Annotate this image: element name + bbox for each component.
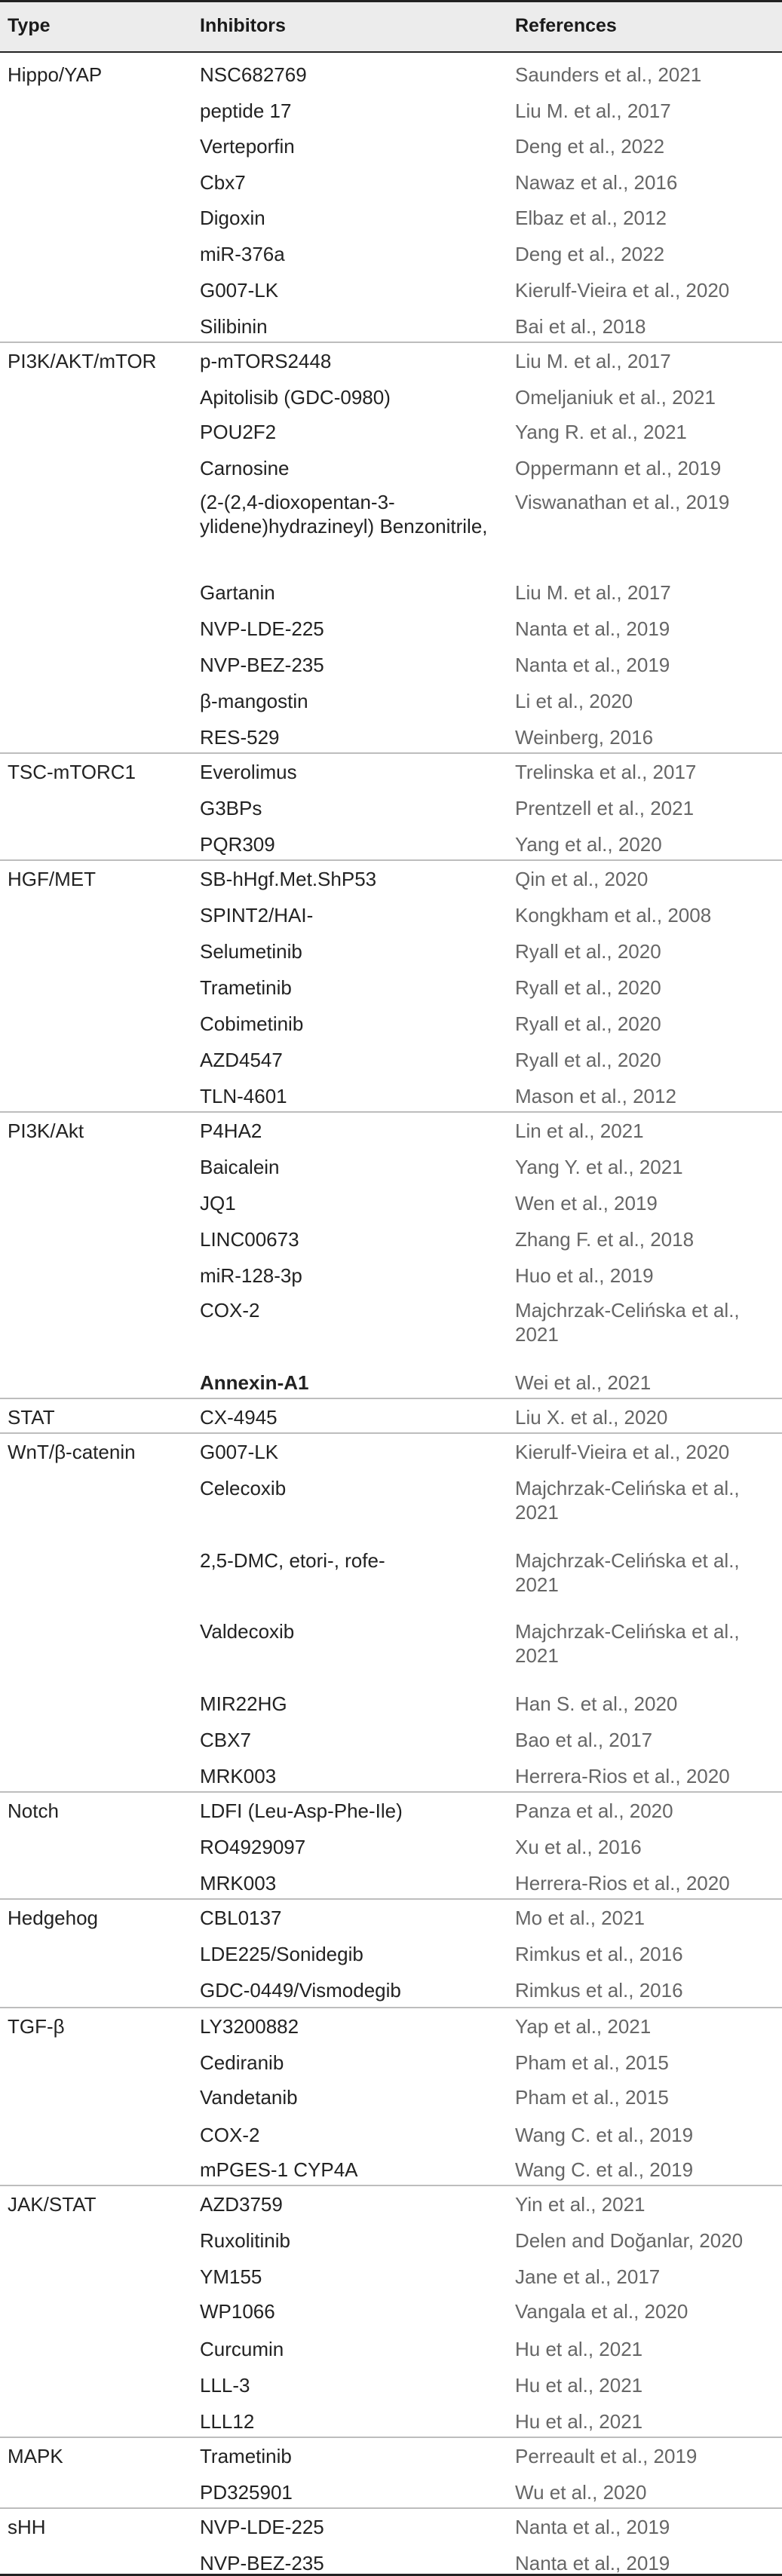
reference-cell: Liu M. et al., 2017 [515,100,671,122]
reference-cell: Delen and Doğanlar, 2020 [515,2229,744,2252]
reference-cell: Mason et al., 2012 [515,1085,676,1107]
inhibitor-cell: LLL-3 [200,2374,250,2397]
reference-cell: Prentzell et al., 2021 [515,797,695,819]
inhibitor-cell: POU2F2 [200,421,277,443]
reference-cell: Elbaz et al., 2012 [515,207,667,229]
group-separator [0,2437,782,2438]
reference-cell: Pham et al., 2015 [515,2051,669,2074]
reference-cell: Deng et al., 2022 [515,243,665,265]
group-separator [0,1398,782,1399]
reference-cell: Majchrzak-Celińska et al., 2021 [515,1549,740,1596]
reference-cell: Huo et al., 2019 [515,1264,654,1287]
type-cell: TGF-β [8,2015,65,2038]
inhibitor-cell: Digoxin [200,207,265,229]
inhibitor-cell: (2-(2,4-dioxopentan-3-ylidene)hydrazineyl) Benzonitrile, [200,491,488,538]
reference-cell: Xu et al., 2016 [515,1836,642,1858]
header-rule [0,51,782,53]
inhibitor-cell: AZD3759 [200,2193,283,2216]
reference-cell: Kongkham et al., 2008 [515,904,712,927]
inhibitor-cell: Cobimetinib [200,1012,304,1035]
inhibitor-cell: Celecoxib [200,1477,287,1499]
inhibitor-cell: MRK003 [200,1872,277,1894]
reference-cell: Wei et al., 2021 [515,1371,652,1394]
inhibitor-cell: LDE225/Sonidegib [200,1943,363,1965]
inhibitor-cell: WP1066 [200,2300,275,2323]
type-cell: MAPK [8,2445,63,2467]
type-cell: TSC-mTORC1 [8,761,136,783]
inhibitor-cell: G3BPs [200,797,262,819]
inhibitor-cell: SB-hHgf.Met.ShP53 [200,868,377,890]
type-cell: Notch [8,1800,59,1822]
reference-cell: Nawaz et al., 2016 [515,171,678,194]
reference-cell: Yin et al., 2021 [515,2193,646,2216]
inhibitor-cell: G007-LK [200,1441,279,1463]
inhibitor-cell: COX-2 [200,2124,260,2146]
reference-cell: Nanta et al., 2019 [515,2516,670,2538]
inhibitor-cell: RES-529 [200,726,280,749]
group-separator [0,1432,782,1434]
reference-cell: Ryall et al., 2020 [515,976,661,999]
reference-cell: Perreault et al., 2019 [515,2445,698,2467]
type-cell: Hedgehog [8,1907,98,1929]
inhibitor-cell: p-mTORS2448 [200,350,332,372]
reference-cell: Majchrzak-Celińska et al., 2021 [515,1620,740,1667]
inhibitor-cell: Everolimus [200,761,297,783]
inhibitor-cell: CBL0137 [200,1907,282,1929]
group-separator [0,2185,782,2186]
inhibitor-cell: Selumetinib [200,940,302,963]
inhibitor-cell: MIR22HG [200,1692,287,1715]
reference-cell: Bai et al., 2018 [515,315,646,338]
reference-cell: Rimkus et al., 2016 [515,1979,683,2002]
reference-cell: Ryall et al., 2020 [515,940,661,963]
reference-cell: Majchrzak-Celińska et al., 2021 [515,1477,740,1524]
inhibitor-cell: miR-128-3p [200,1264,302,1287]
group-separator [0,1898,782,1900]
type-cell: STAT [8,1406,55,1429]
reference-cell: Omeljaniuk et al., 2021 [515,386,716,409]
reference-cell: Lin et al., 2021 [515,1120,644,1142]
inhibitor-cell: Trametinib [200,2445,292,2467]
inhibitor-cell: miR-376a [200,243,285,265]
reference-cell: Hu et al., 2021 [515,2338,643,2360]
inhibitor-cell: LDFI (Leu-Asp-Phe-Ile) [200,1800,403,1822]
reference-cell: Wang C. et al., 2019 [515,2158,694,2181]
inhibitor-cell: COX-2 [200,1299,260,1322]
reference-cell: Rimkus et al., 2016 [515,1943,683,1965]
reference-cell: Yang et al., 2020 [515,833,662,856]
inhibitor-cell: Trametinib [200,976,292,999]
reference-cell: Liu M. et al., 2017 [515,581,671,604]
inhibitor-cell: Vandetanib [200,2086,298,2109]
group-separator [0,2507,782,2509]
reference-cell: Trelinska et al., 2017 [515,761,697,783]
inhibitor-cell: Verteporfin [200,135,295,158]
reference-cell: Kierulf-Vieira et al., 2020 [515,279,730,302]
inhibitor-cell: mPGES-1 CYP4A [200,2158,358,2181]
inhibitor-cell: Valdecoxib [200,1620,295,1643]
type-cell: sHH [8,2516,46,2538]
header-type: Type [8,15,51,36]
inhibitor-cell: NSC682769 [200,63,307,86]
header-references: References [515,15,617,36]
inhibitor-cell: AZD4547 [200,1049,283,1071]
inhibitor-cell: PQR309 [200,833,275,856]
type-cell: PI3K/Akt [8,1120,84,1142]
reference-cell: Saunders et al., 2021 [515,63,702,86]
inhibitor-cell: Gartanin [200,581,275,604]
reference-cell: Liu M. et al., 2017 [515,350,671,372]
reference-cell: Wang C. et al., 2019 [515,2124,694,2146]
inhibitor-cell: Apitolisib (GDC-0980) [200,386,391,409]
inhibitor-cell: Curcumin [200,2338,284,2360]
type-cell: HGF/MET [8,868,96,890]
inhibitor-cell: Silibinin [200,315,268,338]
inhibitor-cell: SPINT2/HAI- [200,904,314,927]
reference-cell: Weinberg, 2016 [515,726,654,749]
reference-cell: Panza et al., 2020 [515,1800,673,1822]
reference-cell: Herrera-Rios et al., 2020 [515,1765,730,1787]
group-separator [0,1791,782,1793]
inhibitor-cell: G007-LK [200,279,279,302]
reference-cell: Mo et al., 2021 [515,1907,645,1929]
inhibitor-cell: PD325901 [200,2481,293,2504]
reference-cell: Han S. et al., 2020 [515,1692,678,1715]
inhibitor-cell: Baicalein [200,1156,280,1178]
reference-cell: Vangala et al., 2020 [515,2300,688,2323]
inhibitor-cell: LLL12 [200,2410,255,2433]
inhibitor-cell: MRK003 [200,1765,277,1787]
inhibitor-cell: JQ1 [200,1192,236,1214]
header-band [0,0,782,51]
reference-cell: Yang R. et al., 2021 [515,421,687,443]
inhibitor-cell: Cediranib [200,2051,284,2074]
inhibitor-cell: β-mangostin [200,690,308,712]
reference-cell: Bao et al., 2017 [515,1729,653,1751]
reference-cell: Herrera-Rios et al., 2020 [515,1872,730,1894]
group-separator [0,342,782,343]
reference-cell: Viswanathan et al., 2019 [515,491,730,513]
reference-cell: Majchrzak-Celińska et al., 2021 [515,1299,740,1346]
inhibitor-cell: CX-4945 [200,1406,278,1429]
reference-cell: Hu et al., 2021 [515,2410,643,2433]
type-cell: Hippo/YAP [8,63,103,86]
inhibitor-cell: Ruxolitinib [200,2229,290,2252]
reference-cell: Jane et al., 2017 [515,2265,661,2288]
reference-cell: Zhang F. et al., 2018 [515,1228,695,1251]
reference-cell: Wu et al., 2020 [515,2481,647,2504]
group-separator [0,2007,782,2008]
inhibitor-cell: RO4929097 [200,1836,306,1858]
type-cell: JAK/STAT [8,2193,97,2216]
reference-cell: Nanta et al., 2019 [515,654,670,676]
inhibitor-cell: Carnosine [200,457,290,479]
inhibitor-cell: NVP-BEZ-235 [200,654,324,676]
reference-cell: Nanta et al., 2019 [515,617,670,640]
inhibitor-cell: NVP-LDE-225 [200,617,324,640]
reference-cell: Li et al., 2020 [515,690,633,712]
inhibitor-cell: Cbx7 [200,171,246,194]
inhibitor-cell: NVP-BEZ-235 [200,2552,324,2574]
group-separator [0,859,782,861]
inhibitor-cell: LY3200882 [200,2015,299,2038]
inhibitor-cell: LINC00673 [200,1228,299,1251]
reference-cell: Deng et al., 2022 [515,135,665,158]
reference-cell: Liu X. et al., 2020 [515,1406,668,1429]
reference-cell: Yap et al., 2021 [515,2015,652,2038]
reference-cell: Wen et al., 2019 [515,1192,658,1214]
inhibitor-cell: 2,5-DMC, etori-, rofe- [200,1549,385,1572]
inhibitor-cell: peptide 17 [200,100,292,122]
reference-cell: Kierulf-Vieira et al., 2020 [515,1441,730,1463]
reference-cell: Qin et al., 2020 [515,868,649,890]
group-separator [0,752,782,754]
inhibitor-cell: Annexin-A1 [200,1371,309,1394]
inhibitor-cell: P4HA2 [200,1120,262,1142]
top-rule [0,0,782,2]
inhibitor-cell: TLN-4601 [200,1085,287,1107]
reference-cell: Hu et al., 2021 [515,2374,643,2397]
inhibitor-cell: CBX7 [200,1729,251,1751]
type-cell: PI3K/AKT/mTOR [8,350,157,372]
inhibitor-cell: GDC-0449/Vismodegib [200,1979,401,2002]
reference-cell: Nanta et al., 2019 [515,2552,670,2574]
reference-cell: Oppermann et al., 2019 [515,457,722,479]
reference-cell: Yang Y. et al., 2021 [515,1156,683,1178]
reference-cell: Ryall et al., 2020 [515,1049,661,1071]
reference-cell: Pham et al., 2015 [515,2086,669,2109]
reference-cell: Ryall et al., 2020 [515,1012,661,1035]
inhibitor-cell: NVP-LDE-225 [200,2516,324,2538]
type-cell: WnT/β-catenin [8,1441,136,1463]
header-inhibitors: Inhibitors [200,15,286,36]
group-separator [0,1111,782,1113]
inhibitor-cell: YM155 [200,2265,262,2288]
